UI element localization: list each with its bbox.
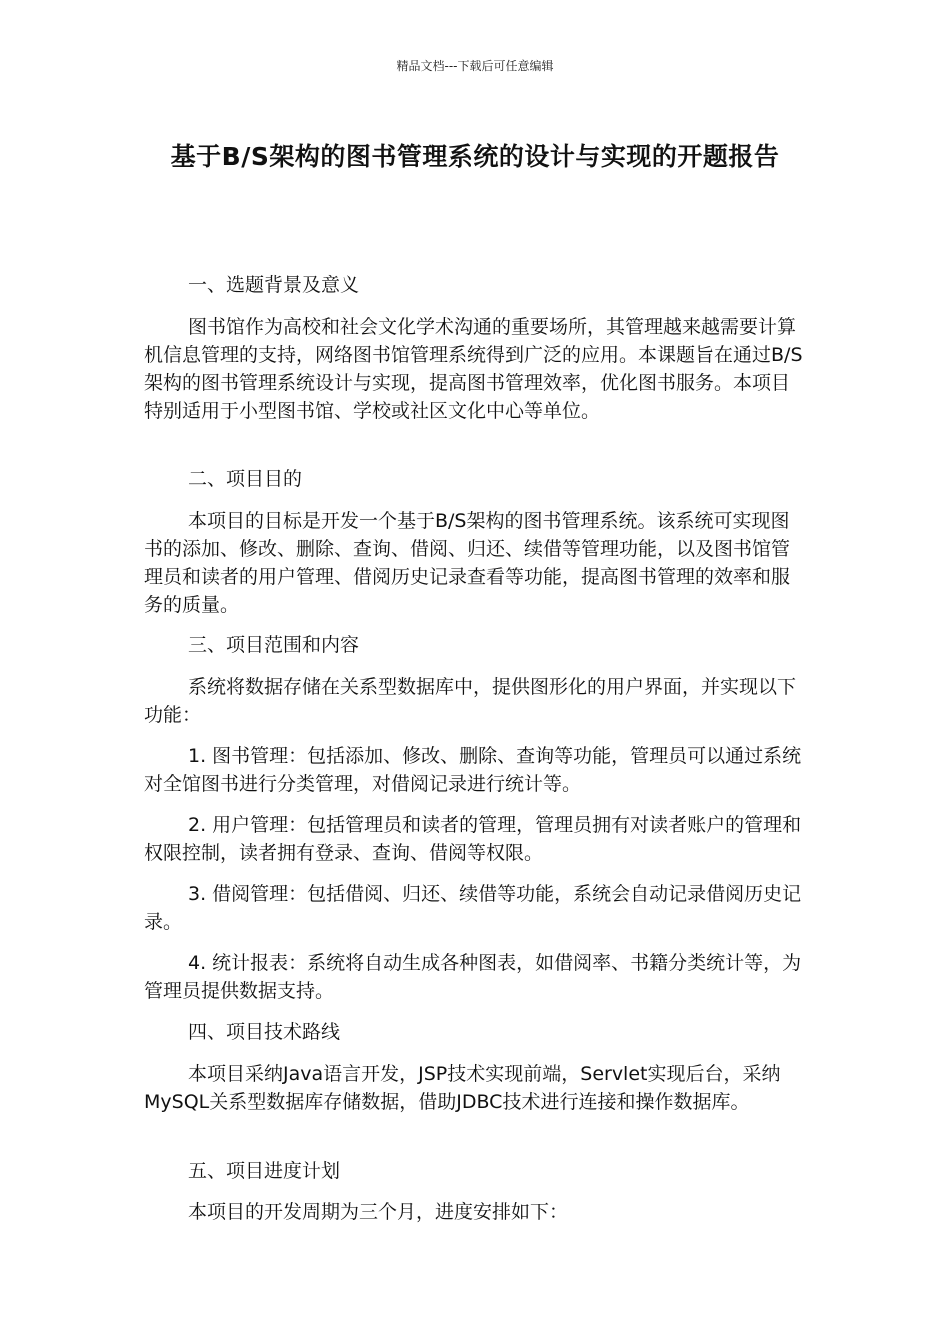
section-paragraph-5: 本项目的开发周期为三个月，进度安排如下：	[188, 1201, 569, 1223]
section-paragraph-4: 本项目采纳Java语言开发，JSP技术实现前端，Servlet实现后台，采纳MySQL关系型数据库存储数据，借助JDBC技术进行连接和操作数据库。	[144, 1063, 781, 1113]
section-heading-4: 四、项目技术路线	[188, 1021, 341, 1043]
section-heading-2: 二、项目目的	[188, 468, 303, 490]
section-heading-1: 一、选题背景及意义	[188, 274, 360, 296]
list-item-3: 3. 借阅管理：包括借阅、归还、续借等功能，系统会自动记录借阅历史记录。	[144, 883, 802, 933]
header-note: 精品文档---下载后可任意编辑	[396, 59, 554, 73]
section-paragraph-2: 本项目的目标是开发一个基于B/S架构的图书管理系统。该系统可实现图书的添加、修改、删除、查询、借阅、归还、续借等管理功能，以及图书馆管理员和读者的用户管理、借阅历史记录查看等功能，提高图书管理的效率和服务的质量。	[144, 510, 791, 616]
list-item-4: 4. 统计报表：系统将自动生成各种图表，如借阅率、书籍分类统计等，为管理员提供数据支持。	[144, 952, 802, 1002]
list-item-2: 2. 用户管理：包括管理员和读者的管理，管理员拥有对读者账户的管理和权限控制，读者拥有登录、查询、借阅等权限。	[144, 814, 802, 864]
section-heading-5: 五、项目进度计划	[188, 1160, 341, 1182]
section-heading-3: 三、项目范围和内容	[188, 634, 360, 656]
section-paragraph-1: 图书馆作为高校和社会文化学术沟通的重要场所，其管理越来越需要计算机信息管理的支持，网络图书馆管理系统得到广泛的应用。本课题旨在通过B/S架构的图书管理系统设计与实现，提高图书管理效率，优化图书服务。本项目特别适用于小型图书馆、学校或社区文化中心等单位。	[144, 316, 803, 422]
list-item-1: 1. 图书管理：包括添加、修改、删除、查询等功能，管理员可以通过系统对全馆图书进行分类管理，对借阅记录进行统计等。	[144, 745, 802, 795]
section-paragraph-3: 系统将数据存储在关系型数据库中，提供图形化的用户界面，并实现以下功能：	[144, 676, 797, 726]
document-title: 基于B/S架构的图书管理系统的设计与实现的开题报告	[170, 142, 780, 171]
